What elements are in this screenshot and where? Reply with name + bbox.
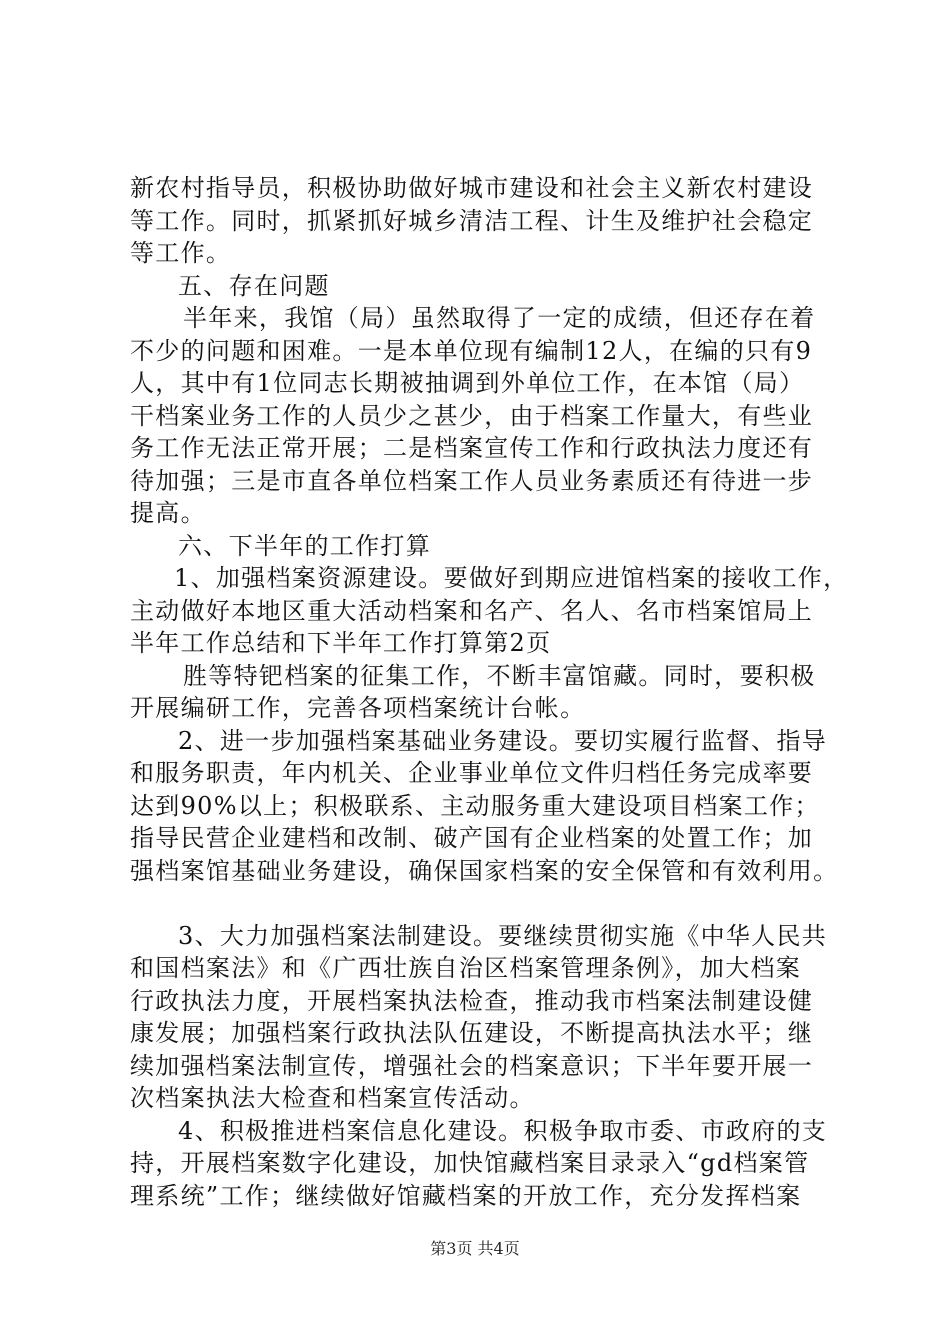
text-line: 不少的问题和困难。一是本单位现有编制12人，在编的只有9 (130, 336, 813, 365)
text-line: 1、加强档案资源建设。要做好到期应进馆档案的接收工作， (174, 564, 849, 592)
text-line: 主动做好本地区重大活动档案和名产、名人、名市档案馆局上 (130, 596, 814, 625)
text-line: 等工作。同时，抓紧抓好城乡清洁工程、计生及维护社会稳定 (130, 206, 814, 235)
text-line: 康发展；加强档案行政执法队伍建设，不断提高执法水平；继 (130, 1019, 814, 1047)
text-line: 达到90%以上；积极联系、主动服务重大建设项目档案工作； (130, 791, 820, 820)
text-line: 次档案执法大检查和档案宣传活动。 (130, 1084, 535, 1112)
text-line: 强档案馆基础业务建设，确保国家档案的安全保管和有效利用。 (130, 856, 839, 885)
paragraph-gap (130, 887, 850, 920)
text-line: 理系统”工作；继续做好馆藏档案的开放工作，充分发挥档案 (130, 1181, 802, 1210)
text-line: 开展编研工作，完善各项档案统计台帐。 (130, 694, 586, 722)
text-line: 行政执法力度，开展档案执法检查，推动我市档案法制建设健 (130, 986, 814, 1015)
document-body (130, 172, 850, 1212)
section-heading: 五、存在问题 (178, 271, 330, 300)
text-line: 持，开展档案数字化建设，加快馆藏档案目录录入“gd档案管 (130, 1149, 810, 1177)
text-line: 干档案业务工作的人员少之甚少，由于档案工作量大，有些业 (130, 401, 814, 430)
section-heading: 六、下半年的工作打算 (178, 531, 431, 560)
text-line: 提高。 (130, 499, 206, 527)
text-line: 人，其中有1位同志长期被抽调到外单位工作，在本馆（局） (130, 369, 805, 397)
page-number-footer: 第3页 共4页 (430, 1239, 520, 1258)
text-line: 和服务职责，年内机关、企业事业单位文件归档任务完成率要 (130, 759, 814, 787)
text-line: 待加强；三是市直各单位档案工作人员业务素质还有待进一步 (130, 466, 814, 495)
text-line: 2、进一步加强档案基础业务建设。要切实履行监督、指导 (178, 726, 828, 755)
text-line: 新农村指导员，积极协助做好城市建设和社会主义新农村建设 (130, 174, 814, 202)
text-line: 3、大力加强档案法制建设。要继续贯彻实施《中华人民共 (178, 921, 828, 950)
text-line: 务工作无法正常开展；二是档案宣传工作和行政执法力度还有 (130, 434, 814, 462)
text-line: 指导民营企业建档和改制、破产国有企业档案的处置工作；加 (130, 824, 814, 852)
text-line: 等工作。 (130, 239, 232, 267)
text-line: 胜等特钯档案的征集工作，不断丰富馆藏。同时，要积极 (183, 661, 816, 690)
text-line: 和国档案法》和《广西壮族自治区档案管理条例》，加大档案 (130, 954, 802, 982)
text-line: 半年来，我馆（局）虽然取得了一定的成绩，但还存在着 (183, 304, 816, 332)
text-line: 半年工作总结和下半年工作打算第2页 (130, 629, 552, 657)
text-line: 4、积极推进档案信息化建设。积极争取市委、市政府的支 (178, 1116, 828, 1145)
text-line: 续加强档案法制宣传，增强社会的档案意识；下半年要开展一 (130, 1051, 814, 1080)
